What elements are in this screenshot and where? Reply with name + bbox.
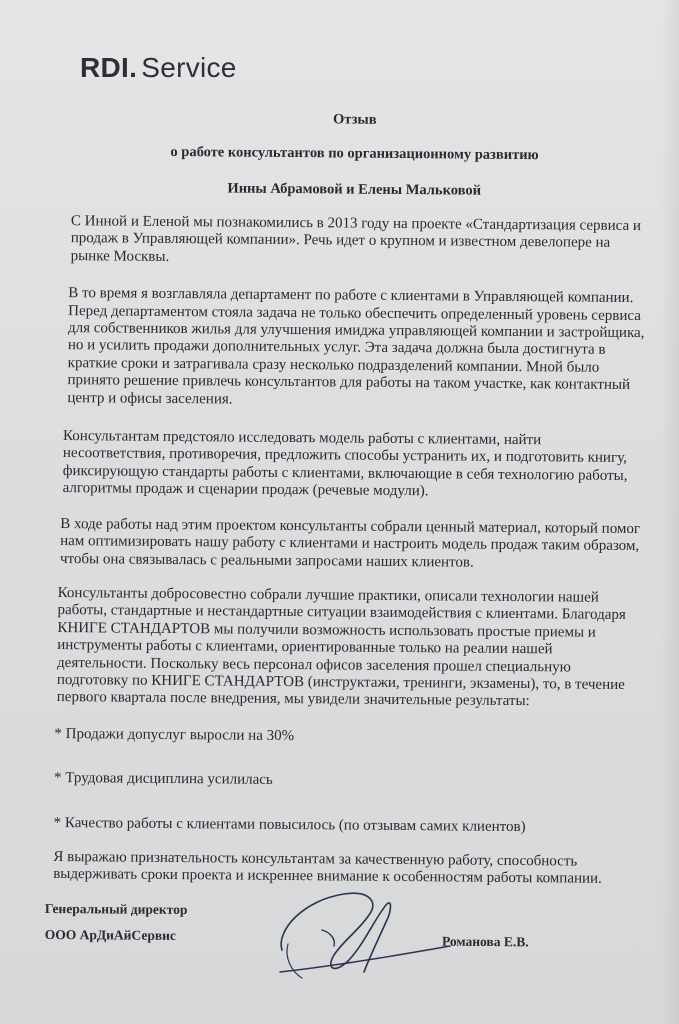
heading-review: Отзыв bbox=[332, 111, 377, 128]
result-item: * Качество работы с клиентами повысилось (по отзывам самих клиентов) bbox=[53, 814, 526, 835]
paragraph-context: В то время я возглавляла департамент по работе с клиентами в Управляющей компании. Перед департаментом стояла задача не только обеспечить определенный уровень сервиса для собственников жилья для улучшения имиджа управляющей компании и застройщика, но и усилить продажи дополнительных услуг. Эта задача должна была достигнута в краткие сроки и затрагивала сразу несколько подразделений компании. Мной было принято решение привлечь консультантов для работы на таком участке, как контактный центр и офисы заселения. bbox=[67, 285, 645, 408]
paragraph-task: Консультантам предстояло исследовать модель работы с клиентами, найти несоответствия, противоречия, предложить способы устранить их, и подготовить книгу, фиксирующую стандарты работы с клиентами, включающие в себя технологию работы, алгоритмы продаж и сценарии продаж (речевые модули). bbox=[62, 428, 628, 500]
heading-subject: о работе консультантов по организационному развитию bbox=[170, 143, 539, 164]
result-item: * Продажи допуслуг выросли на 30% bbox=[54, 725, 295, 744]
company-logo bbox=[80, 52, 237, 84]
result-item: * Трудовая дисциплина усилилась bbox=[54, 770, 273, 789]
logo-dot: . bbox=[129, 52, 138, 83]
letter-body bbox=[53, 100, 650, 889]
signer-name: Романова Е.В. bbox=[441, 933, 529, 950]
signer-details bbox=[45, 896, 188, 949]
logo-brand: RDI bbox=[80, 52, 130, 83]
paragraph-outcome: В ходе работы над этим проектом консультанты собрали ценный материал, который помог нам оптимизировать нашу работу с клиентами и настроить модель продаж таким образом, чтобы она связывалась с реальными запросами наших клиентов. bbox=[59, 515, 641, 571]
paragraph-intro: С Инной и Еленой мы познакомились в 2013 году на проекте «Стандартизация сервиса и продаж в Управляющей компании». Речь идет о крупном и известном девелопере на рынке Москвы. bbox=[70, 213, 642, 265]
paragraph-practices: Консультанты добросовестно собрали лучшие практики, описали технологии нашей работы, стандартные и нестандартные ситуации взаимодействия с клиентами. Благодаря КНИГЕ СТАНДАРТОВ мы получили возможность использовать простые приемы и инструменты работы с клиентами, ориентированные только на реалии нашей деятельности. Поскольку весь персонал офисов заселения прошел специальную подготовку по КНИГЕ СТАНДАРТОВ (инструктажи, тренинги, экзамены), то, в течение первого квартала после внедрения, мы увидели значительные результаты: bbox=[56, 584, 626, 710]
heading-consultants: Инны Абрамовой и Елены Мальковой bbox=[227, 180, 482, 199]
signer-company: ООО АрДиАйСервис bbox=[44, 926, 176, 943]
paragraph-closing: Я выражаю признательность консультантам за качественную работу, способность выдерживать сроки проекта и искреннее внимание к особенностям работы компании. bbox=[53, 848, 602, 888]
handwritten-signature bbox=[274, 880, 454, 990]
page-edge-shadow bbox=[661, 0, 679, 1024]
logo-service: Service bbox=[141, 52, 237, 83]
signer-position: Генеральный директор bbox=[44, 900, 188, 917]
